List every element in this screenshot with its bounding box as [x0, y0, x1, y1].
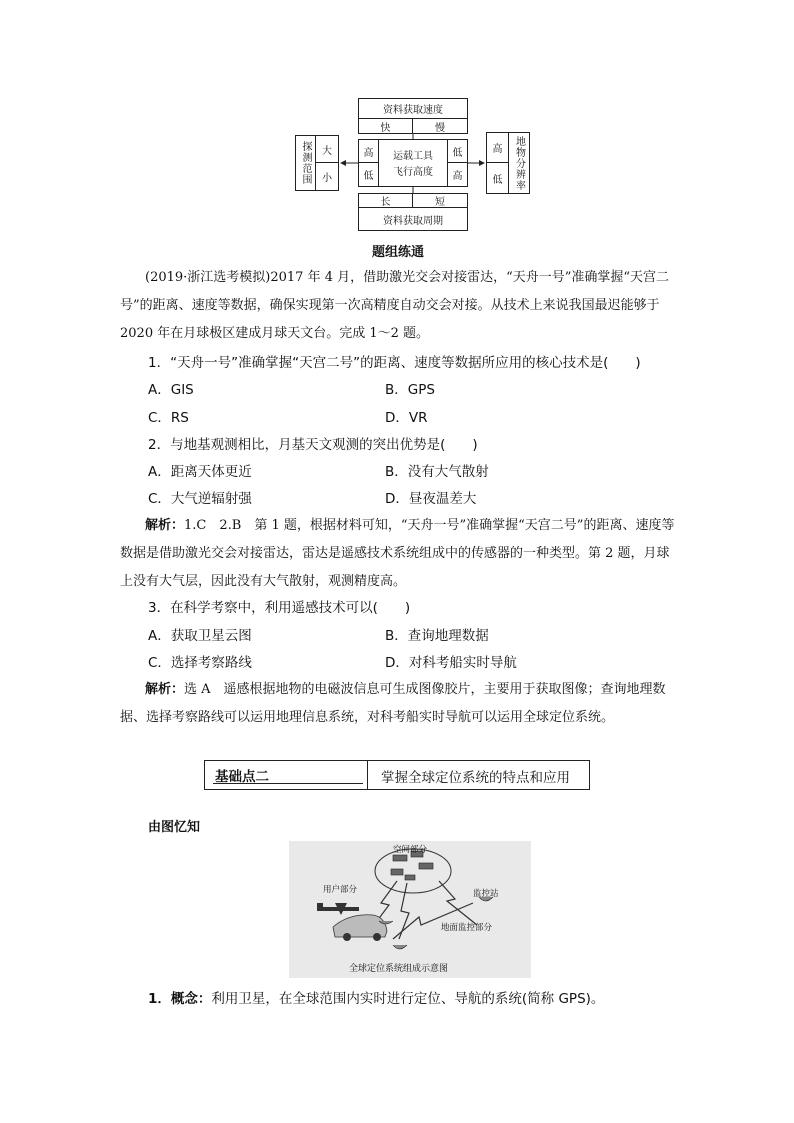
right-title: 地物分辨率: [513, 135, 525, 191]
left-title: 探测范围: [296, 136, 316, 190]
q1-stem: 1．“天舟一号”准确掌握“天宫二号”的距离、速度等数据所应用的核心技术是( ): [148, 355, 641, 371]
diagram-arrows: [290, 95, 530, 235]
left-big: 大: [316, 136, 338, 163]
analysis-1-text: 1.C 2.B 第 1 题，根据材料可知，“天舟一号”准确掌握“天宫二号”的距离、速度等数据是借助激光交会对接雷达，雷达是遥感技术系统组成中的传感器的一种类型。第 2 题，月球上没有大气层，因此没有大气散射，观测精度高。: [120, 518, 675, 589]
q3-stem: 3．在科学考察中，利用遥感技术可以( ): [148, 600, 411, 616]
q2-option-c: C．大气逆辐射强: [148, 491, 252, 507]
concept-line: [148, 987, 604, 1007]
banner-left-label: 基础点二: [215, 769, 269, 785]
q1-option-a: A．GIS: [148, 382, 194, 398]
remote-sensing-diagram: [290, 95, 530, 235]
gps-monitor-label: 监控站: [473, 889, 499, 899]
q2-option-b: B．没有大气散射: [385, 464, 489, 480]
top-title: 资料获取速度: [359, 99, 467, 119]
center-text-1: 运载工具: [393, 150, 433, 162]
gps-user-label: 用户部分: [323, 885, 358, 895]
concept-label: 1．概念：: [148, 991, 212, 1007]
section-banner: [204, 760, 590, 790]
center-left-high: 高: [359, 140, 379, 163]
banner-underline: [213, 783, 363, 784]
from-figure-label: 由图忆知: [148, 820, 201, 835]
right-low: 低: [487, 163, 509, 193]
analysis-1-label: 解析：: [145, 518, 185, 533]
bottom-long: 长: [359, 194, 413, 208]
q3-option-c: C．选择考察路线: [148, 655, 252, 671]
analysis-2-label: 解析：: [145, 682, 185, 697]
top-fast: 快: [359, 119, 413, 133]
banner-right-label: 掌握全球定位系统的特点和应用: [381, 770, 570, 786]
right-high: 高: [487, 133, 509, 163]
section-heading: 题组练通: [372, 245, 425, 260]
gps-space-label: 空间部分: [393, 845, 428, 855]
q1-option-c: C．RS: [148, 410, 189, 426]
bottom-title: 资料获取周期: [383, 215, 443, 227]
q1-option-b: B．GPS: [385, 382, 435, 398]
q3-option-a: A．获取卫星云图: [148, 628, 252, 644]
center-right-low: 低: [447, 140, 467, 163]
q2-option-a: A．距离天体更近: [148, 464, 252, 480]
concept-text: 利用卫星，在全球范围内实时进行定位、导航的系统(简称 GPS)。: [211, 991, 605, 1007]
q3-option-b: B．查询地理数据: [385, 628, 489, 644]
gps-ground-label: 地面监控部分: [441, 923, 493, 933]
gps-illustration: [289, 841, 531, 978]
q1-option-d: D．VR: [385, 410, 428, 426]
q2-option-d: D．昼夜温差大: [385, 491, 477, 507]
center-right-high: 高: [447, 163, 467, 186]
banner-left: [205, 761, 368, 789]
center-text-2: 飞行高度: [393, 166, 433, 178]
center-left-low: 低: [359, 163, 379, 186]
intro-paragraph: (2019·浙江选考模拟)2017 年 4 月，借助激光交会对接雷达，“天舟一号”准确掌握“天宫二号”的距离、速度等数据，确保实现第一次高精度自动交会对接。从技术上来说我国最迟能够于 2020 年在月球极区建成月球天文台。完成 1～2 题。: [120, 270, 670, 341]
analysis-1: [120, 512, 680, 596]
bottom-short: 短: [413, 194, 467, 208]
top-slow: 慢: [435, 122, 445, 134]
q2-stem: 2．与地基观测相比，月基天文观测的突出优势是( ): [148, 437, 478, 453]
analysis-2-text: 选 A 遥感根据地物的电磁波信息可生成图像胶片，主要用于获取图像；查询地理数据、选择考察路线可以运用地理信息系统，对科考船实时导航可以运用全球定位系统。: [120, 682, 666, 725]
analysis-2: [120, 676, 680, 732]
left-small: 小: [322, 173, 332, 184]
gps-caption: 全球定位系统组成示意图: [349, 964, 449, 974]
gps-figure: [289, 841, 531, 978]
q3-option-d: D．对科考船实时导航: [385, 655, 517, 671]
